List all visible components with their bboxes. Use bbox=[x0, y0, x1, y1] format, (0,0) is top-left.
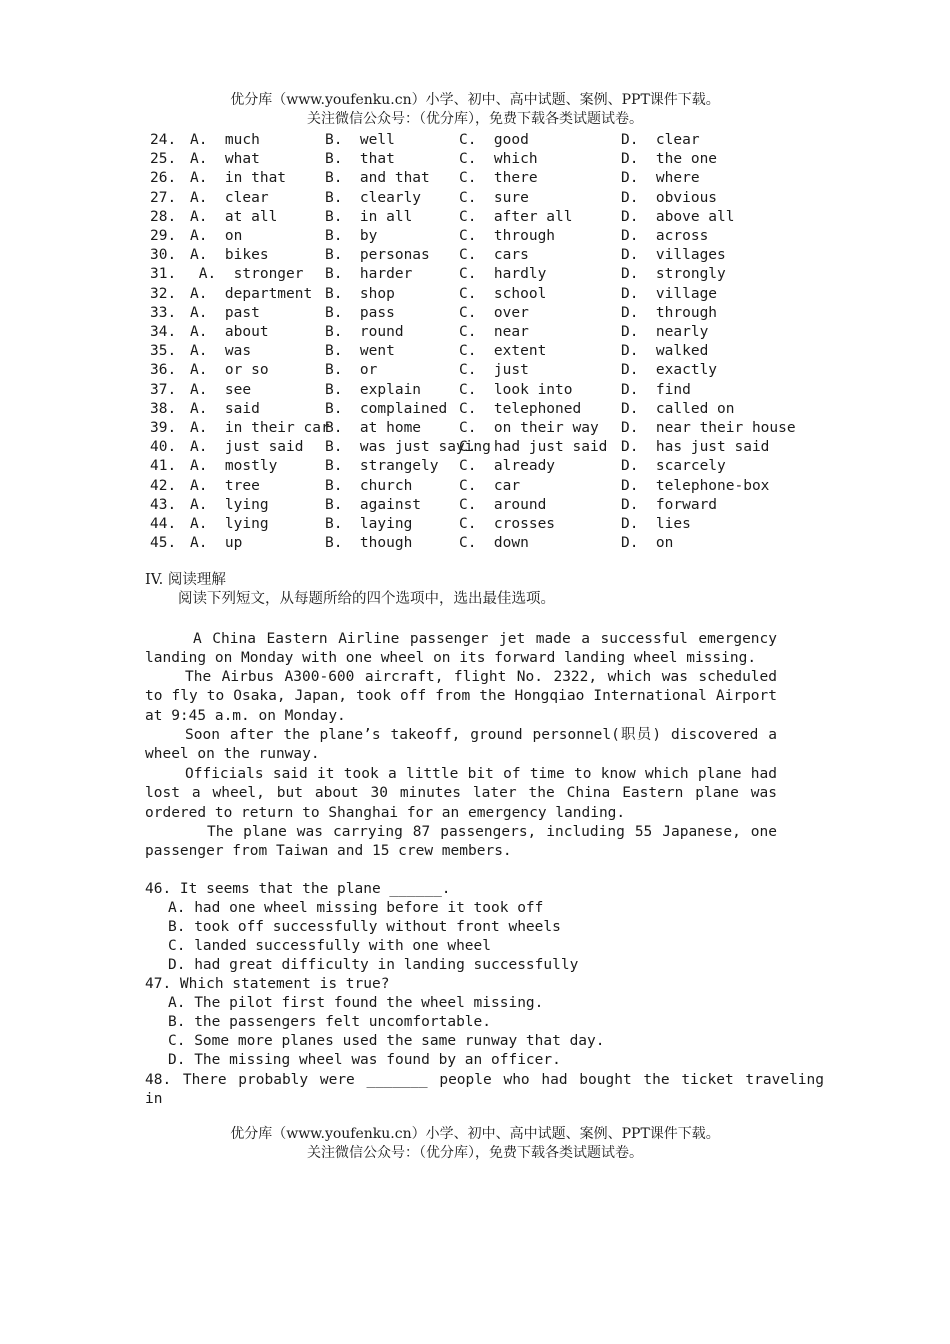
question-47-stem: 47. Which statement is true? bbox=[145, 976, 390, 992]
question-47-option-d: D. The missing wheel was found by an officer. bbox=[168, 1052, 561, 1068]
option-b: B. shop bbox=[325, 285, 395, 302]
question-47-option-c: C. Some more planes used the same runway that day. bbox=[168, 1033, 605, 1049]
option-a: A. lying bbox=[190, 496, 269, 513]
footer-line-1: 优分库（www.youfenku.cn）小学、初中、高中试题、案例、PPT课件下载。 bbox=[230, 1126, 720, 1142]
passage-paragraph-4: Officials said it took a little bit of time to know which plane had lost a wheel, but about 30 minutes later the China Eastern plane was ordered to return to Shanghai for an emergency landing. bbox=[145, 766, 777, 821]
option-d: D. nearly bbox=[621, 324, 709, 340]
option-b: B. and that bbox=[325, 170, 430, 187]
option-a: A. up bbox=[190, 535, 243, 552]
option-c: C. look into bbox=[459, 381, 573, 398]
question-47-option-a: A. The pilot first found the wheel missing. bbox=[168, 995, 544, 1011]
option-a: A. on bbox=[190, 228, 243, 244]
question-number: 34. bbox=[150, 324, 177, 340]
option-b: B. in all bbox=[325, 208, 413, 225]
option-b: B. well bbox=[325, 132, 395, 148]
question-46-stem: 46. It seems that the plane ______. bbox=[145, 881, 451, 897]
question-number: 40. bbox=[150, 439, 177, 456]
option-c: C. school bbox=[459, 285, 547, 302]
question-number: 42. bbox=[150, 477, 177, 494]
option-a: A. said bbox=[190, 400, 260, 417]
option-c: C. hardly bbox=[459, 266, 547, 283]
option-a: A. mostly bbox=[190, 458, 278, 475]
option-a: A. bikes bbox=[190, 247, 269, 264]
option-b: B. explain bbox=[325, 381, 422, 398]
option-d: D. telephone-box bbox=[621, 477, 770, 494]
question-number: 35. bbox=[150, 343, 177, 360]
option-c: C. after all bbox=[459, 208, 573, 225]
option-a: A. department bbox=[190, 285, 313, 302]
footer-line-2: 关注微信公众号：（优分库），免费下载各类试题试卷。 bbox=[307, 1145, 643, 1161]
option-b: B. though bbox=[325, 535, 413, 552]
option-c: C. crosses bbox=[459, 516, 556, 532]
option-d: D. village bbox=[621, 285, 718, 302]
option-c: C. had just said bbox=[459, 439, 608, 456]
option-c: C. sure bbox=[459, 189, 529, 206]
option-b: B. was just saying bbox=[325, 439, 491, 456]
question-number: 29. bbox=[150, 228, 177, 244]
option-d: D. on bbox=[621, 535, 674, 552]
option-d: D. lies bbox=[621, 516, 691, 532]
option-d: D. has just said bbox=[621, 439, 770, 456]
option-d: D. called on bbox=[621, 400, 735, 417]
option-c: C. over bbox=[459, 304, 529, 321]
option-a: A. was bbox=[190, 343, 252, 360]
option-d: D. the one bbox=[621, 151, 718, 168]
option-c: C. cars bbox=[459, 247, 529, 264]
question-number: 27. bbox=[150, 189, 177, 206]
option-a: A. lying bbox=[190, 516, 269, 532]
option-d: D. near their house bbox=[621, 420, 796, 436]
option-c: C. telephoned bbox=[459, 400, 582, 417]
option-a: A. just said bbox=[190, 439, 304, 456]
question-number: 44. bbox=[150, 516, 177, 532]
option-d: D. forward bbox=[621, 496, 718, 513]
option-d: D. where bbox=[621, 170, 700, 187]
question-number: 28. bbox=[150, 208, 177, 225]
option-a: A. in their car bbox=[190, 420, 330, 436]
question-46-option-a: A. had one wheel missing before it took off bbox=[168, 900, 544, 916]
question-number: 45. bbox=[150, 535, 177, 552]
option-a: A. much bbox=[190, 132, 260, 148]
option-c: C. down bbox=[459, 535, 529, 552]
question-number: 38. bbox=[150, 400, 177, 417]
section-instruction: 阅读下列短文，从每题所给的四个选项中，选出最佳选项。 bbox=[178, 591, 555, 607]
option-c: C. through bbox=[459, 228, 556, 244]
question-46-option-d: D. had great difficulty in landing successfully bbox=[168, 957, 579, 973]
question-48-line-2: in bbox=[145, 1091, 163, 1107]
section-title: IV. 阅读理解 bbox=[145, 572, 226, 588]
option-b: B. against bbox=[325, 496, 422, 513]
option-c: C. there bbox=[459, 170, 538, 187]
option-a: A. clear bbox=[190, 189, 269, 206]
option-b: B. complained bbox=[325, 400, 448, 417]
option-b: B. pass bbox=[325, 304, 395, 321]
passage-paragraph-3: Soon after the plane’s takeoff, ground personnel(职员) discovered a wheel on the runway. bbox=[145, 727, 777, 763]
question-number: 43. bbox=[150, 496, 177, 513]
option-a: A. what bbox=[190, 151, 260, 168]
option-a: A. tree bbox=[190, 477, 260, 494]
option-c: C. on their way bbox=[459, 420, 599, 436]
option-b: B. at home bbox=[325, 420, 422, 436]
question-number: 25. bbox=[150, 151, 177, 168]
option-d: D. across bbox=[621, 228, 709, 244]
question-number: 30. bbox=[150, 247, 177, 264]
option-d: D. obvious bbox=[621, 189, 718, 206]
option-b: B. clearly bbox=[325, 189, 422, 206]
question-number: 26. bbox=[150, 170, 177, 187]
option-b: B. round bbox=[325, 324, 404, 340]
option-d: D. scarcely bbox=[621, 458, 726, 475]
option-b: B. harder bbox=[325, 266, 413, 283]
question-number: 24. bbox=[150, 132, 177, 148]
passage-paragraph-5: The plane was carrying 87 passengers, including 55 Japanese, one passenger from Taiwan and 15 crew members. bbox=[145, 824, 777, 860]
option-a: A. see bbox=[190, 381, 252, 398]
option-b: B. church bbox=[325, 477, 413, 494]
option-b: B. strangely bbox=[325, 458, 439, 475]
passage-paragraph-1: A China Eastern Airline passenger jet made a successful emergency landing on Monday with one wheel on its forward landing wheel missing. bbox=[145, 631, 777, 667]
option-b: B. that bbox=[325, 151, 395, 168]
option-a: A. about bbox=[190, 324, 269, 340]
question-number: 31. bbox=[150, 266, 177, 283]
option-a: A. past bbox=[190, 304, 260, 321]
option-a: A. in that bbox=[190, 170, 287, 187]
question-48-line-1: 48. There probably were _______ people who had bought the ticket traveling bbox=[145, 1072, 825, 1088]
option-a: A. or so bbox=[190, 362, 269, 379]
header-line-2: 关注微信公众号：（优分库），免费下载各类试题试卷。 bbox=[307, 111, 643, 127]
question-number: 37. bbox=[150, 381, 177, 398]
option-d: D. above all bbox=[621, 208, 735, 225]
option-a: A. at all bbox=[190, 208, 278, 225]
option-c: C. already bbox=[459, 458, 556, 475]
option-c: C. extent bbox=[459, 343, 547, 360]
option-d: D. villages bbox=[621, 247, 726, 264]
option-a: A. stronger bbox=[190, 266, 304, 283]
question-number: 36. bbox=[150, 362, 177, 379]
option-c: C. near bbox=[459, 324, 529, 340]
option-d: D. exactly bbox=[621, 362, 718, 379]
option-c: C. around bbox=[459, 496, 547, 513]
option-d: D. walked bbox=[621, 343, 709, 360]
question-number: 33. bbox=[150, 304, 177, 321]
option-b: B. laying bbox=[325, 516, 413, 532]
option-b: B. by bbox=[325, 228, 378, 244]
option-b: B. or bbox=[325, 362, 378, 379]
header-line-1: 优分库（www.youfenku.cn）小学、初中、高中试题、案例、PPT课件下载。 bbox=[230, 92, 720, 108]
option-b: B. personas bbox=[325, 247, 430, 264]
question-number: 41. bbox=[150, 458, 177, 475]
question-47-option-b: B. the passengers felt uncomfortable. bbox=[168, 1014, 492, 1030]
question-46-option-c: C. landed successfully with one wheel bbox=[168, 938, 492, 954]
question-number: 32. bbox=[150, 285, 177, 302]
option-d: D. clear bbox=[621, 132, 700, 148]
option-c: C. car bbox=[459, 477, 521, 494]
passage-paragraph-2: The Airbus A300-600 aircraft, flight No. 2322, which was scheduled to fly to Osaka, Japan, took off from the Hongqiao International Airport at 9:45 a.m. on Monday. bbox=[145, 669, 777, 724]
option-d: D. strongly bbox=[621, 266, 726, 283]
option-c: C. just bbox=[459, 362, 529, 379]
option-d: D. through bbox=[621, 304, 718, 321]
option-b: B. went bbox=[325, 343, 395, 360]
option-c: C. which bbox=[459, 151, 538, 168]
option-d: D. find bbox=[621, 381, 691, 398]
option-c: C. good bbox=[459, 132, 529, 148]
question-number: 39. bbox=[150, 420, 177, 436]
question-46-option-b: B. took off successfully without front wheels bbox=[168, 919, 561, 935]
